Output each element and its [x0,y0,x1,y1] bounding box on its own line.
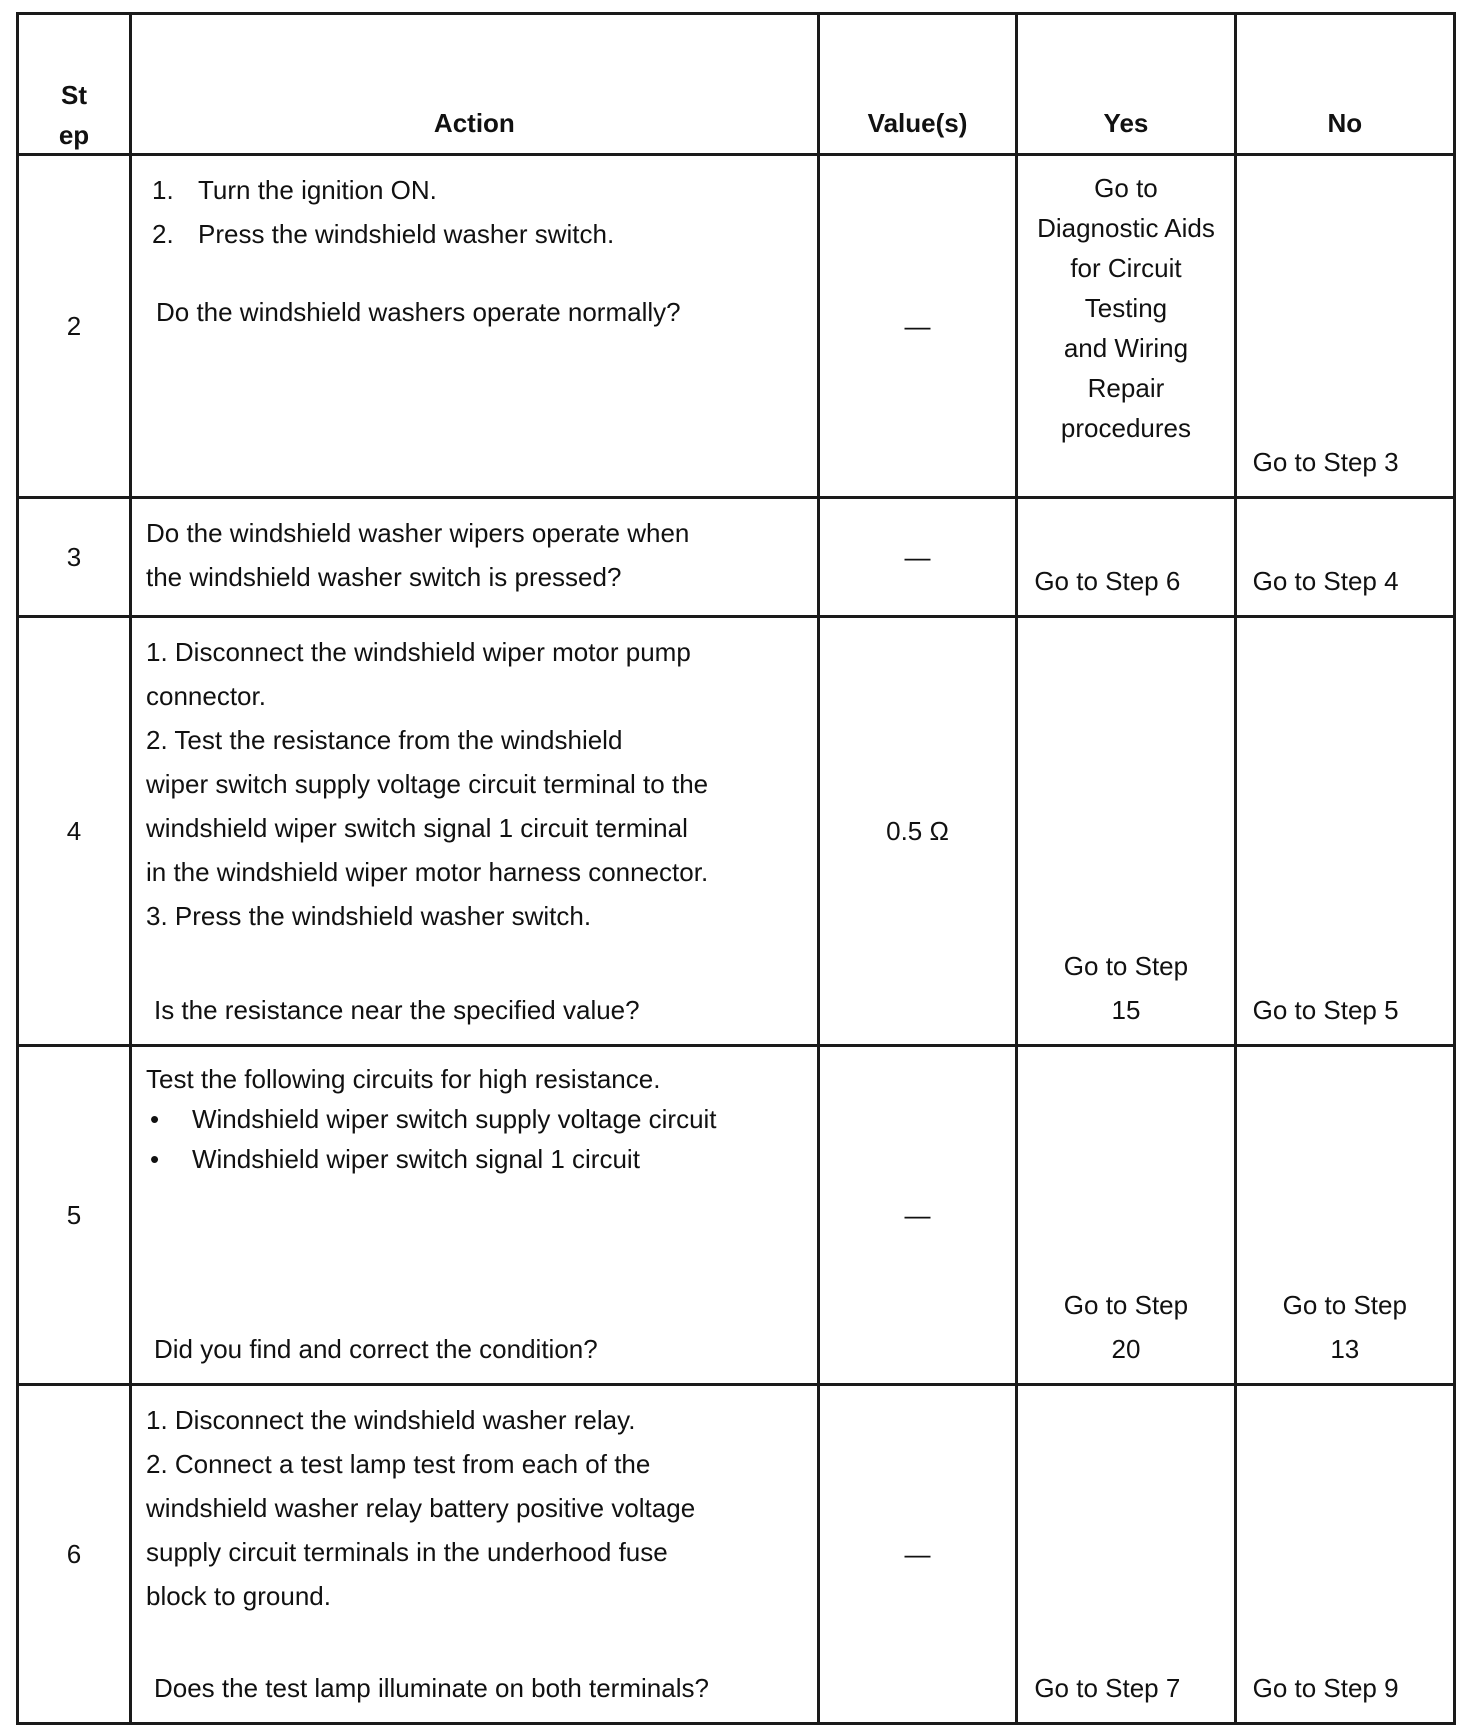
no-cell: Go to Step 4 [1235,497,1454,616]
action-line: 1. Disconnect the windshield wiper motor pump [145,637,691,668]
value-cell: — [818,497,1017,616]
action-line: block to ground. [145,1580,331,1611]
table-row [18,1045,1455,1384]
step-cell: 5 [18,1045,131,1384]
action-question: Did you find and correct the condition? [153,1333,598,1364]
table-row [18,155,1455,497]
action-line: connector. [145,681,266,712]
step-cell: 4 [18,617,131,1046]
step-cell: 2 [18,155,131,497]
action-question: Is the resistance near the specified value? [153,994,640,1025]
value-cell: — [818,1045,1017,1384]
action-item: 2. Press the windshield washer switch. [151,219,615,250]
value-cell: — [818,155,1017,497]
no-cell: Go to Step 13 [1235,1045,1454,1384]
action-line: 3. Press the windshield washer switch. [145,901,592,932]
action-line: in the windshield wiper motor harness connector. [145,857,709,888]
table-row [18,497,1455,616]
yes-cell: Go to Diagnostic Aids for Circuit Testing and Wiring Repair procedures [1017,155,1235,497]
header-values: Value(s) [818,14,1017,155]
header-yes: Yes [1017,14,1235,155]
header-no: No [1235,14,1454,155]
action-question: Do the windshield washers operate normally? [155,297,681,328]
action-cell [130,617,818,1046]
step-cell: 6 [18,1384,131,1723]
action-cell [130,497,818,616]
action-line: windshield washer relay battery positive voltage [145,1492,696,1523]
action-line: Test the following circuits for high resistance. [145,1063,661,1094]
no-cell: Go to Step 3 [1235,155,1454,497]
header-action: Action [130,14,818,155]
action-question: Does the test lamp illuminate on both terminals? [153,1673,709,1703]
diagnostic-table [16,12,1456,1725]
value-cell: 0.5 Ω [818,617,1017,1046]
step-cell: 3 [18,497,131,616]
header-step-line2: ep [58,120,90,150]
table-row [18,617,1455,1046]
yes-cell: Go to Step 6 [1017,497,1235,616]
yes-cell: Go to Step 7 [1017,1384,1235,1723]
no-cell: Go to Step 9 [1235,1384,1454,1723]
action-line: 2. Test the resistance from the windshield [145,725,623,756]
action-cell [130,1045,818,1384]
action-line: supply circuit terminals in the underhood fuse [145,1536,668,1567]
yes-cell: Go to Step 15 [1017,617,1235,1046]
table-row [18,1384,1455,1723]
value-cell: — [818,1384,1017,1723]
action-cell [130,1384,818,1723]
no-cell: Go to Step 5 [1235,617,1454,1046]
action-bullet: • Windshield wiper switch supply voltage circuit [149,1103,717,1134]
header-row [18,14,1455,155]
header-step-line1: St [60,80,87,110]
action-bullet: • Windshield wiper switch signal 1 circuit [149,1143,640,1174]
action-cell [130,155,818,497]
yes-cell: Go to Step 20 [1017,1045,1235,1384]
action-item: 1. Turn the ignition ON. [151,175,437,206]
action-line: Do the windshield washer wipers operate when [145,517,690,548]
action-line: wiper switch supply voltage circuit terminal to the [145,769,709,800]
action-line: 1. Disconnect the windshield washer relay. [145,1404,636,1435]
header-step [18,14,131,155]
action-line: 2. Connect a test lamp test from each of the [145,1448,651,1479]
action-line: windshield wiper switch signal 1 circuit terminal [145,813,688,844]
action-line: the windshield washer switch is pressed? [145,561,622,592]
